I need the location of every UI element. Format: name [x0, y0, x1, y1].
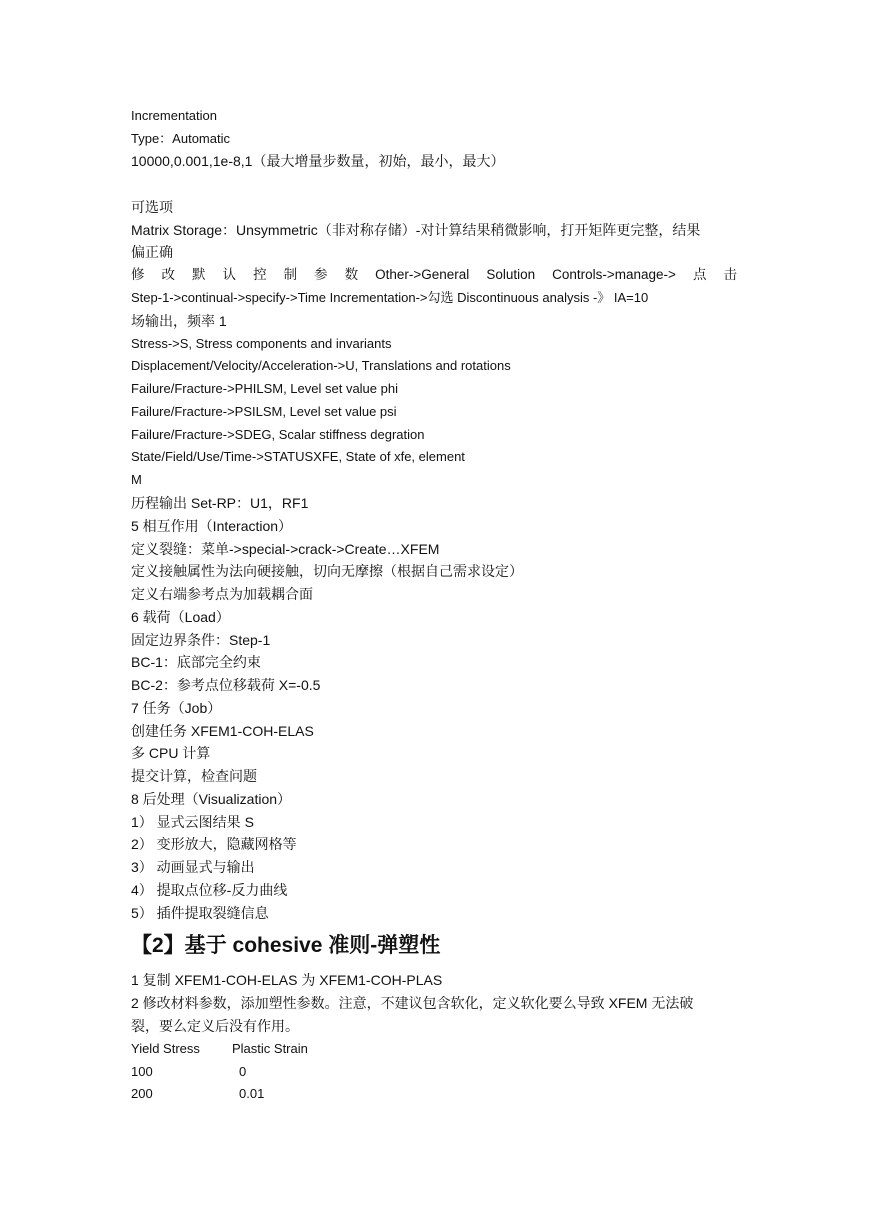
text-line: 1 复制 XFEM1-COH-ELAS 为 XFEM1-COH-PLAS — [131, 972, 443, 988]
text-word: Solution — [486, 267, 536, 282]
table-cell: 200 — [131, 1086, 153, 1101]
table-cell: 0 — [239, 1064, 247, 1079]
text-word: 认 — [222, 267, 237, 282]
text-line: 裂，要么定义后没有作用。 — [131, 1018, 299, 1034]
text-line: 场输出，频率 1 — [131, 313, 227, 329]
text-line: 10000,0.001,1e-8,1（最大增量步数量，初始，最小，最大） — [131, 153, 505, 169]
text-line: 定义右端参考点为加载耦合面 — [131, 586, 313, 602]
text-word: 制 — [283, 267, 298, 282]
text-line: 固定边界条件：Step-1 — [131, 632, 271, 648]
text-word: Other->General — [375, 267, 470, 282]
text-line: Matrix Storage：Unsymmetric（非对称存储）-对计算结果稍微影响，打开矩阵更完整，结果 — [131, 222, 701, 238]
text-word: 击 — [723, 267, 737, 282]
text-word: 改 — [161, 267, 176, 282]
text-line: Failure/Fracture->PHILSM, Level set value phi — [131, 381, 398, 396]
text-line: BC-1：底部完全约束 — [131, 654, 261, 670]
text-line: 提交计算，检查问题 — [131, 768, 257, 784]
text-line: 8 后处理（Visualization） — [131, 791, 292, 807]
text-line: State/Field/Use/Time->STATUSXFE, State of xfe, element — [131, 449, 465, 464]
text-line: Stress->S, Stress components and invariants — [131, 336, 392, 351]
text-line: 历程输出 Set-RP：U1，RF1 — [131, 495, 309, 511]
text-word: Controls->manage-> — [552, 267, 676, 282]
text-line: Type：Automatic — [131, 131, 230, 146]
text-line: 4） 提取点位移-反力曲线 — [131, 882, 288, 898]
text-line: 1） 显式云图结果 S — [131, 814, 254, 830]
text-word: 点 — [692, 267, 707, 282]
text-line: 5） 插件提取裂缝信息 — [131, 905, 269, 921]
text-line: Failure/Fracture->PSILSM, Level set value psi — [131, 404, 397, 419]
table-header: Yield Stress — [131, 1041, 200, 1056]
text-line: Displacement/Velocity/Acceleration->U, Translations and rotations — [131, 358, 511, 373]
text-line: 3） 动画显式与输出 — [131, 859, 255, 875]
text-line: 多 CPU 计算 — [131, 745, 211, 761]
text-line: 定义接触属性为法向硬接触，切向无摩擦（根据自己需求设定） — [131, 563, 523, 579]
text-line: 可选项 — [131, 199, 173, 215]
text-line: 创建任务 XFEM1-COH-ELAS — [131, 723, 314, 739]
text-line: 2 修改材料参数，添加塑性参数。注意，不建议包含软化，定义软化要么导致 XFEM 无法破 — [131, 995, 694, 1011]
text-line: 6 载荷（Load） — [131, 609, 230, 625]
text-word: 修 — [131, 267, 145, 282]
table-header: Plastic Strain — [232, 1041, 308, 1056]
text-line: 7 任务（Job） — [131, 700, 222, 716]
section-heading: 【2】基于 cohesive 准则-弹塑性 — [131, 934, 441, 957]
text-line: BC-2：参考点位移载荷 X=-0.5 — [131, 677, 321, 693]
text-line: 5 相互作用（Interaction） — [131, 518, 293, 534]
text-line: Step-1->continual->specify->Time Incrementation->勾选 Discontinuous analysis -》 IA=10 — [131, 290, 649, 305]
text-line: 2） 变形放大，隐藏网格等 — [131, 836, 297, 852]
text-word: 默 — [192, 267, 206, 282]
text-word: 参 — [314, 267, 328, 282]
text-line: Failure/Fracture->SDEG, Scalar stiffness degration — [131, 427, 425, 442]
text-line: 定义裂缝：菜单->special->crack->Create…XFEM — [131, 541, 440, 557]
text-word: 控 — [253, 267, 267, 282]
text-line: M — [131, 472, 142, 487]
table-cell: 100 — [131, 1064, 153, 1079]
table-cell: 0.01 — [239, 1086, 265, 1101]
text-line: 偏正确 — [131, 244, 173, 260]
justified-text-line — [131, 266, 737, 284]
text-word: 数 — [344, 267, 359, 282]
text-line: Incrementation — [131, 108, 217, 123]
